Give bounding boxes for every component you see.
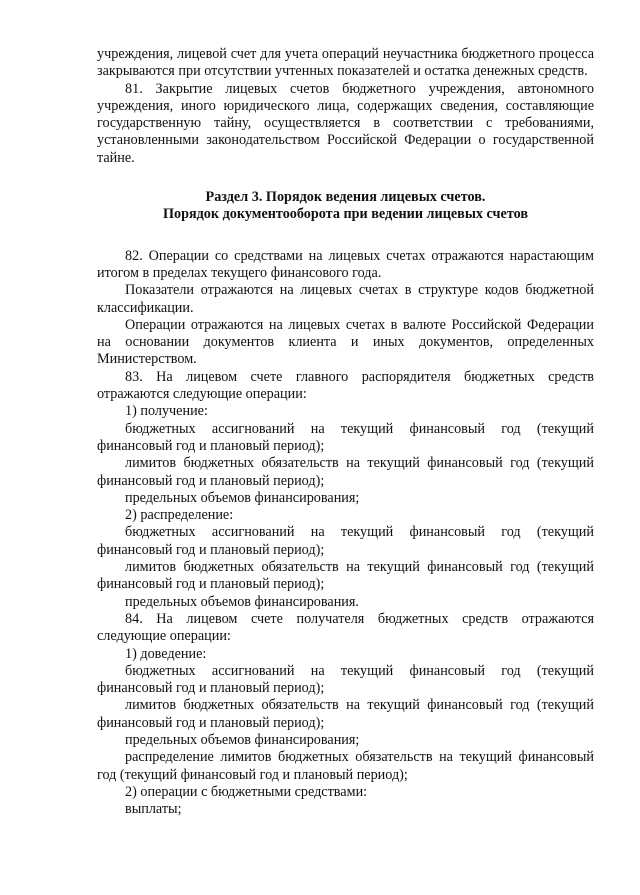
list-item: бюджетных ассигнований на текущий финансовый год (текущий финансовый год и плановый период); — [97, 524, 594, 558]
section-title-line-2: Порядок документооборота при ведении лицевых счетов — [162, 206, 529, 223]
paragraph-continuation: учреждения, лицевой счет для учета операций неучастника бюджетного процесса закрываются при отсутствии учтенных показателей и остатка денежных средств. — [97, 46, 594, 80]
list-item: лимитов бюджетных обязательств на текущий финансовый год (текущий финансовый год и плановый период); — [97, 455, 594, 489]
paragraph-84: 84. На лицевом счете получателя бюджетных средств отражаются следующие операции: — [97, 610, 594, 645]
paragraph-81: 81. Закрытие лицевых счетов бюджетного учреждения, автономного учреждения, иного юридического лица, содержащих сведения, составляющие государственную тайну, осуществляется в соответствии с требованиями, установленными законодательством Российской Федерации о государственной тайне. — [97, 80, 594, 166]
list-item: 2) операции с бюджетными средствами: — [125, 783, 368, 800]
section-heading — [97, 189, 594, 224]
document-page — [97, 46, 594, 818]
list-item: 1) доведение: — [125, 645, 207, 662]
list-item: предельных объемов финансирования. — [125, 593, 359, 610]
list-item: лимитов бюджетных обязательств на текущий финансовый год (текущий финансовый год и плановый период); — [97, 697, 594, 731]
list-item: выплаты; — [125, 801, 182, 818]
list-item: бюджетных ассигнований на текущий финансовый год (текущий финансовый год и плановый период); — [97, 662, 594, 697]
list-item: распределение лимитов бюджетных обязательств на текущий финансовый год (текущий финансовый год и плановый период); — [97, 749, 594, 783]
paragraph: Показатели отражаются на лицевых счетах в структуре кодов бюджетной классификации. — [97, 282, 594, 316]
paragraph-83: 83. На лицевом счете главного распорядителя бюджетных средств отражаются следующие операции: — [97, 368, 594, 403]
list-item: 1) получение: — [125, 403, 208, 420]
list-item: бюджетных ассигнований на текущий финансовый год (текущий финансовый год и плановый период); — [97, 420, 594, 454]
list-item: 2) распределение: — [125, 507, 234, 524]
paragraph-82: 82. Операции со средствами на лицевых счетах отражаются нарастающим итогом в пределах текущего финансового года. — [97, 247, 594, 281]
list-item: предельных объемов финансирования; — [125, 489, 360, 506]
list-item: предельных объемов финансирования; — [125, 731, 360, 748]
list-item: лимитов бюджетных обязательств на текущий финансовый год (текущий финансовый год и плановый период); — [97, 559, 594, 593]
section-title-line-1: Раздел 3. Порядок ведения лицевых счетов. — [205, 189, 486, 206]
paragraph: Операции отражаются на лицевых счетах в валюте Российской Федерации на основании документов клиента и иных документов, определенных Министерством. — [97, 316, 594, 368]
